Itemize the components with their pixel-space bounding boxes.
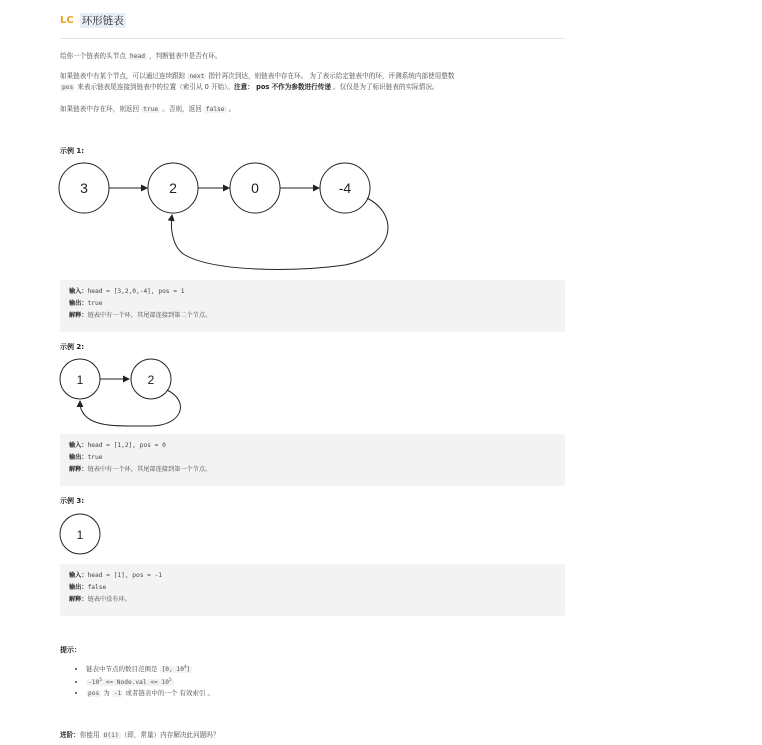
example-output-line: 输出：true <box>69 300 103 307</box>
page-title: 环形链表 <box>81 14 124 27</box>
node-value: 1 <box>76 373 84 387</box>
example-1-box <box>60 280 565 332</box>
page-header <box>60 12 126 28</box>
node-value: 2 <box>147 373 155 387</box>
lc-badge: LC <box>60 14 74 26</box>
node-value: 0 <box>251 180 259 196</box>
example-input-line: 输入：head = [1,2], pos = 0 <box>69 442 166 449</box>
inline-code: head <box>130 53 145 60</box>
desc-paragraph-1 <box>60 51 565 62</box>
example-3-heading: 示例 3: <box>60 497 85 505</box>
example-input-line: 输入：head = [1], pos = -1 <box>69 572 163 579</box>
node-value: 1 <box>76 528 84 542</box>
list-item: • pos 为 -1 或者链表中的一个 有效索引 。 <box>86 688 566 699</box>
desc-text: 如果链表中有某个节点，可以通过连续跟踪 <box>60 72 188 80</box>
example-3-diagram <box>55 511 105 559</box>
example-2-heading: 示例 2: <box>60 343 85 351</box>
desc-text: 。 <box>226 105 236 113</box>
followup-text: 你能用 <box>79 731 102 739</box>
followup-text: （即，常量）内存解决此问题吗？ <box>120 731 220 739</box>
desc-text: 指针再次到达，则链表中存在环。 为了表示给定链表中的环，评测系统内部使用整数 <box>206 72 455 80</box>
desc-text: 给你一个链表的头节点 <box>60 52 129 60</box>
desc-text: 来表示链表尾连接到链表中的位置（索引从 0 开始）。 <box>75 83 235 91</box>
node-value: -4 <box>338 180 352 196</box>
desc-text: 。仅仅是为了标识链表的实际情况。 <box>330 83 439 91</box>
example-output-line: 输出：true <box>69 454 103 461</box>
inline-code: next <box>189 73 205 80</box>
example-input-line: 输入：head = [3,2,0,-4], pos = 1 <box>69 288 185 295</box>
example-2-diagram <box>55 356 195 431</box>
followup-label: 进阶： <box>60 731 80 739</box>
inline-code: false <box>205 106 225 113</box>
node-value: 3 <box>80 180 88 196</box>
example-explain-line: 解释：链表中有一个环，其尾部连接到第二个节点。 <box>69 312 212 319</box>
desc-text: 。否则，返回 <box>160 105 204 113</box>
list-item: • $-10^5$ <= Node.val <= $10^5$ <box>86 675 566 688</box>
list-item: • 链表中节点的数目范围是 [0, $10^4$] <box>86 662 566 675</box>
desc-paragraph-2 <box>60 71 565 93</box>
followup <box>60 730 565 741</box>
tips-heading: 提示： <box>60 646 81 654</box>
example-output-line: 输出：false <box>69 584 107 591</box>
note-label: 注意： <box>234 83 254 91</box>
cycle-arrow <box>80 390 180 426</box>
example-2-box <box>60 434 565 486</box>
inline-code: true <box>143 106 159 113</box>
desc-text: 如果链表中存在环，则返回 <box>60 105 142 113</box>
inline-code: O(1) <box>103 732 119 739</box>
note-text: pos 不作为参数进行传递 <box>253 83 331 91</box>
example-1-diagram <box>55 160 400 275</box>
example-1-heading: 示例 1: <box>60 147 85 155</box>
desc-text: ，判断链表中是否有环。 <box>146 52 222 60</box>
tips-list <box>60 662 566 699</box>
inline-code: pos <box>62 84 74 91</box>
example-explain-line: 解释：链表中有一个环，其尾部连接到第一个节点。 <box>69 466 212 473</box>
example-explain-line: 解释：链表中没有环。 <box>69 596 131 603</box>
node-value: 2 <box>169 180 177 196</box>
example-3-box <box>60 564 565 616</box>
desc-paragraph-3 <box>60 104 565 115</box>
divider <box>60 38 565 39</box>
